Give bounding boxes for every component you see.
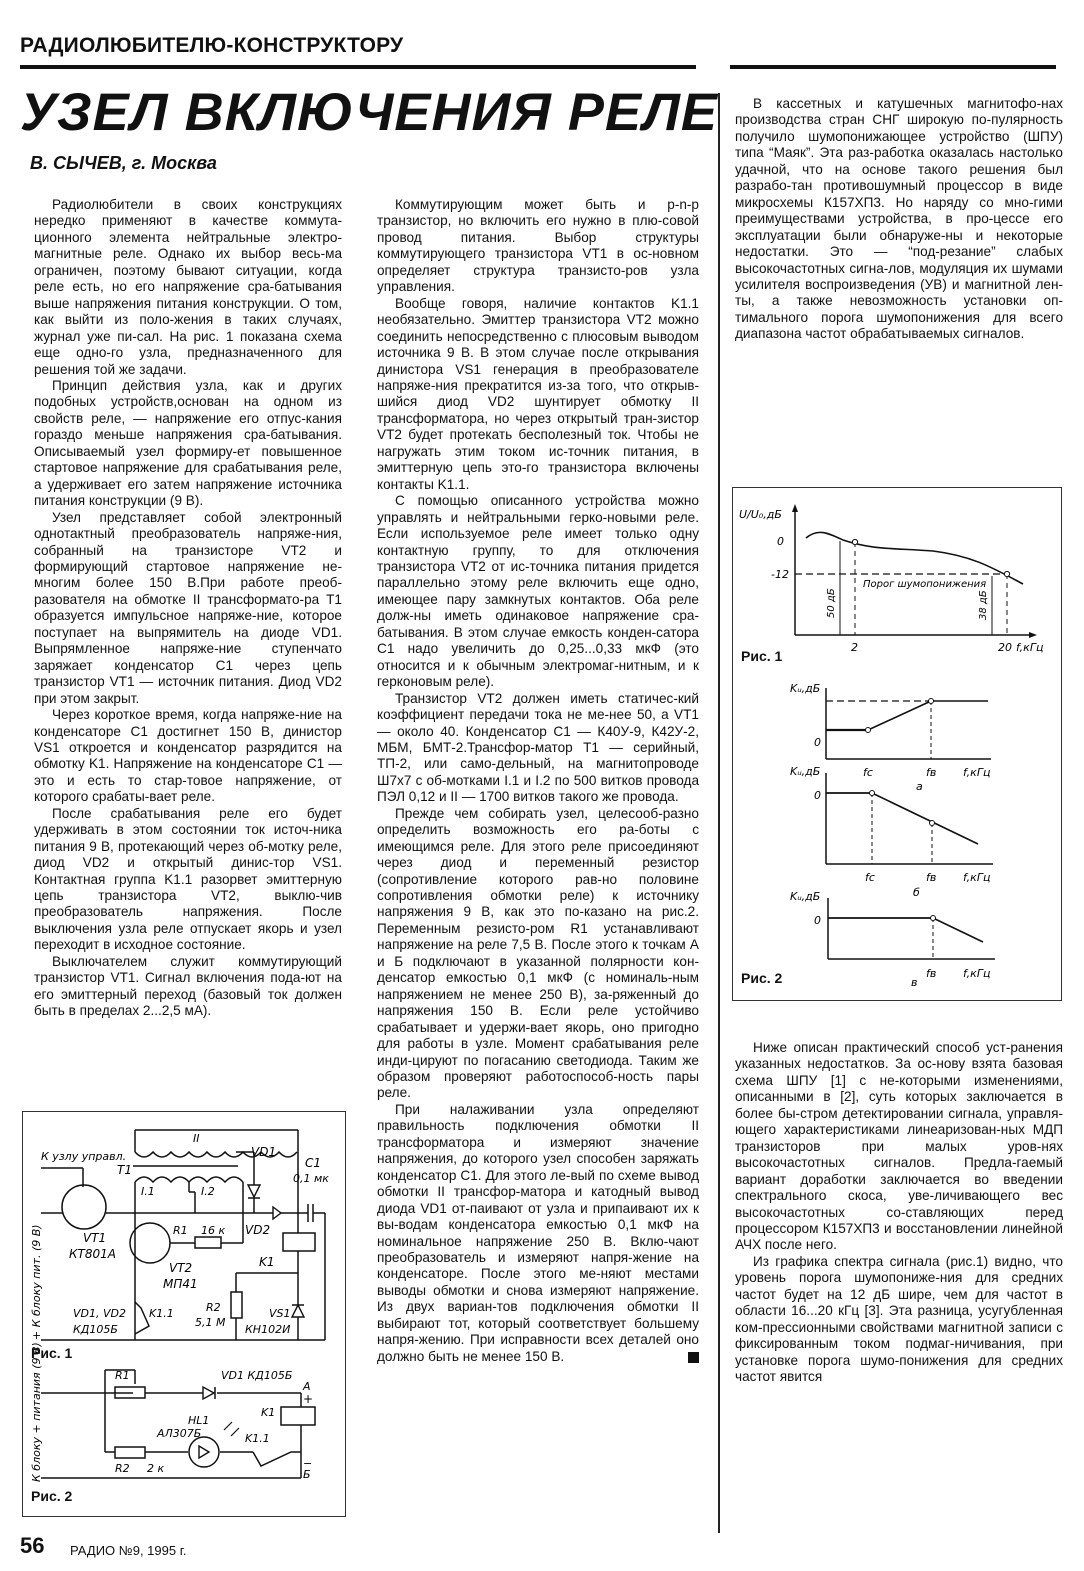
r1-resistor-icon [195,1237,221,1248]
panel-a-xlabel: f,кГц [963,766,991,779]
panel-a-ylabel: Kᵤ,дБ [790,682,821,695]
k1-label: K1 [259,1255,275,1269]
point-b-minus: − [303,1457,313,1470]
point-a-label: А [303,1380,311,1393]
k1-label-2: K1 [261,1406,276,1419]
schematic2-figure-label: Рис. 2 [31,1488,73,1504]
paragraph: Вообще говоря, наличие контактов K1.1 необязательно. Эмиттер транзистора VT2 можно соединить непосредственно с плюсовым выводом источника 9 В. В этом случае после открывания динистора VS1 генерация в преобразователе напряже-ния прекратится из-за того, что открыв-шийся диод VD2 шунтирует обмотку II трансформатора, но через открытый тран-зистор VT2 будет протекать бесполезный ток. Чтобы не нагружать этим током ис-точник питания, в эмиттерную цепь это-го транзистора включены контакты K1.1. [377,295,699,492]
k11-label-2: K1.1 [245,1432,270,1445]
point-2khz [852,539,857,544]
vt1-transistor-icon [62,1185,106,1229]
panel-c-ylabel: Kᵤ,дБ [790,890,821,903]
vd1-label: VD1 [251,1145,277,1159]
r2-resistor-icon-2 [115,1447,145,1458]
magazine-issue: РАДИО №9, 1995 г. [70,1543,187,1558]
paragraph: Коммутирующим может быть и p-n-p транзистор, но включить его нужно в плю-совой провод питания. Выбор структуры коммутирующего транзистора VT1 в ос-новном определяет структура транзисто-ров узла управления. [377,197,699,295]
k11-label: K1.1 [149,1307,174,1320]
control-input-label: К узлу управл. [41,1150,127,1163]
paragraph: Ниже описан практический способ уст-ранения указанных недостатков. За ос-нову взята базовая схема ШПУ [1] с не-которыми изменениями, описанными в [2], суть которых заключается в более бы-стром детектировании сигнала, управля-ющего характеристиками линеаризован-ных МДП транзисторов при малых уров-нях высокочастотных сигналов. Предла-гаемый вариант доработки заключается во введении спектрального скоса, уве-личивающего вес высокочастотных со-ставляющих перед процессором К157ХП3 и восстановлении линейной АЧХ после него. [735,1040,1063,1253]
response-charts [733,668,1061,1000]
paragraph-text: При налаживании узла определяют правильность подключения обмотки II трансформатора и измеряют значение напряжения, до которого узел способен заряжать конденсатор C1. Для этого ле-вый по схеме вывод обмотки II трансфор-матора и катодный вывод диода VD1 от-паивают от узла и припаивают их к вы-водам конденсатора емкостью 0,1 мкФ на номинальное напряжение 250 В. Вклю-чают преобразователь и измеряют напря-жение на конденсаторе. После этого ме-няют местами выводы обмотки и снова измеряют напряжение. Из двух вариан-тов подключения обмотки II выбирают тот, который соответствует большему напря-жению. При исправности всех деталей оно должно быть не менее 150 В. [377,1101,699,1364]
k1-relay-icon [283,1233,315,1251]
figure-response-box [732,668,1062,1001]
figure-label: Рис. 1 [741,648,783,664]
panel-c-xlabel: f,кГц [963,967,991,980]
paragraph: Транзистор VT2 должен иметь статичес-кий коэффициент передачи тока не ме-нее 50, а VT1 — около 40. Конденсатор C1 — К40У-9, К42У-2, МБМ, БМТ-2.Трансфор-матор T1 — серийный, ТП-2, или само-дельный, на магнитопроводе Ш7х7 с об-мотками I.1 и I.2 по 500 витков провода ПЭЛ 0,12 и II — 1700 витков такого же провода. [377,690,699,805]
figure-spectrum-box [732,487,1062,672]
r1-label: R1 [173,1224,188,1237]
vd1-diode-icon [248,1185,260,1197]
dim-label-right: 38 дБ [978,590,989,620]
k1-relay-icon-2 [281,1407,315,1425]
r2-label-2: R2 [115,1462,130,1475]
paragraph: Узел представляет собой электронный однотактный преобразователь напряже-ния, собранный на транзисторе VT2 и формирующий стартовое напряжение не-многим более 150 В.При работе преоб-разователя на обмотке II трансформато-ра T1 образуется импульсное напряже-ние, которое поступает на выпрямитель на диоде VD1. Выпрямленное напряже-ние ступенчато заряжает конденсатор C1 через цепь транзистор VT1 — источник питания. Диод VD2 при этом закрыт. [34,509,342,706]
paragraph: С помощью описанного устройства можно управлять и нейтральными герко-новыми реле. Если используемое реле имеет только одну контактную группу, то для отключения транзистора VT2 от ис-точника питания придется параллельно этому реле включить еще одно, имеющее пару замкнутых контактов. Оба реле долж-ны иметь одинаковое напряжение сра-батывания. В этом случае емкость конден-сатора C1 надо увеличить до 0,25...0,33 мкФ (это относится и к обычным электромаг-нитным, и к герконовым реле). [377,493,699,690]
x-tick-20: 20 [998,641,1012,654]
paragraph: Принцип действия узла, как и других подобных устройств,основан на одном из свойств реле, — напряжение его отпус-кания гораздо меньше напряжения сра-батывания. Описываемый узел формиру-ет повышенное стартовое напряжение для срабатывания реле, а удерживает его затем напряжение источника питания конструкции (9 В). [34,377,342,509]
r2-label: R2 [206,1301,221,1314]
vt2-label: VT2 [169,1261,193,1275]
panel-b-xlabel: f,кГц [963,871,991,884]
panel-c-fv: fв [926,967,937,980]
figure-label: Рис. 2 [741,970,783,986]
y-axis-label: U/U₀,дБ [739,508,782,521]
article-column-middle [377,197,699,1365]
paragraph: Прежде чем собирать узел, целесооб-разно определить возможность его ра-боты с имеющимся реле. Для этого реле присоединяют через диод и переменный резистор (сопротивление которого рав-но половине сопротивления обмотки реле) к источнику напряжения 9 В, как это по-казано на рис.2. Переменным резисто-ром R1 устанавливают напряжение на реле 7,5 В. После этого к точкам А и Б подключают в указанной полярности кон-денсатор емкостью 0,1 мкФ (с номиналь-ным напряжением не менее 250 В), за-ряженный до напряжения 150 В. Если реле устойчиво срабатывает и удержи-вает якорь, оно пригодно для работы в узле. Момент срабатывания реле инди-цируют по погасанию светодиода. Таким же образом проверяют работоспособ-ность пары реле. [377,805,699,1101]
hl1-label: HL1 [188,1414,210,1427]
winding2-label: II [193,1132,200,1145]
panel-b-ylabel: Kᵤ,дБ [790,765,821,778]
vd1-diode-icon-2 [203,1387,214,1399]
panel-b-sublabel: б [913,886,920,899]
panel-b-fv: fв [926,871,937,884]
paragraph: После срабатывания реле его будет удерживать в этом состоянии ток источ-ника питания 9 В, протекающий через об-мотку реле, диод VD2 и открытый динис-тор VS1. Контактная группа K1.1 разорвет эмиттерную цепь транзистора VT2, выклю-чив преобразователь напряжения. После выключения узла реле отпускает якорь и узел переходит в исходное состояние. [34,805,342,953]
panel-a-fv: fв [926,766,937,779]
diodes-label: VD1, VD2 [73,1307,126,1320]
vt1-type: КТ801А [69,1247,116,1261]
r1-value: 16 к [201,1224,226,1237]
header-rule-right [730,65,1056,69]
paragraph: Выключателем служит коммутирующий транзистор VT1. Сигнал включения пода-ют на его эмиттерный переход (базовый ток должен быть в пределах 2...2,5 мА). [34,953,342,1019]
point-20khz [1004,571,1009,576]
w11-label: I.1 [141,1185,155,1198]
article-column-left [34,197,342,1020]
c1-value: 0,1 мк [293,1172,329,1185]
schematic2-wires [41,1370,315,1478]
w12-label: I.2 [201,1185,215,1198]
vs1-type: КН102И [245,1323,291,1336]
paragraph: В кассетных и катушечных магнитофо-нах производства стран СНГ широкую по-пулярность получило шумопонижающее устройство (ШПУ) типа “Маяк”. Эта раз-работка оказалась настолько удачной, что на основе такого решения был разрабо-тан противошумный процессор в виде микросхемы К157ХП3. Но наряду со мно-гими преимуществами устройства, в про-цессе его эксплуатации были обнаруже-ны и некоторые недостатки. Это — “под-резание” слабых высокочастотных сигна-лов, модуляция их шумами усилителя воспроизведения (УВ) и магнитной лен-ты, а также невозможность установки оп-тимального порога шумопонижения для всего диапазона частот обрабатываемых сигналов. [735,96,1063,342]
vt1-label: VT1 [83,1231,107,1245]
paragraph: Через короткое время, когда напряже-ние на конденсаторе C1 достигнет 150 В, динистор VS1 откроется и конденсатор разрядится на обмотку K1. Напряжение на конденсаторе C1 — это и есть то стар-товое напряжение, от которого срабаты-вает реле. [34,707,342,805]
panel-c-zero: 0 [814,914,821,927]
schematic-box [22,1111,346,1517]
panel-a-fc: fс [863,766,873,779]
x-tick-2: 2 [851,641,858,654]
vs1-dinistor-icon [292,1305,304,1317]
paragraph: Радиолюбители в своих конструкциях нередко применяют в качестве коммута-ционного элемента нейтральные электро-магнитные реле. Однако их выбор весь-ма ограничен, поэтому бывают ситуации, когда реле есть, но его напряжение сра-батывания выше напряжения питания конструкции. О том, как выйти из поло-жения в таких случаях, журнал уже пи-сал. На рис. 1 показана схема еще одно-го узла, предназначенного для решения той же задачи. [34,197,342,377]
panel-c [790,890,995,989]
end-of-article-mark [688,1352,699,1363]
power-input-label: + К блоку пит. (9 В) [30,1224,43,1340]
vd2-diode-icon [273,1207,281,1219]
schematic1-figure-label: Рис. 1 [31,1345,73,1361]
r1-pot-label: R1 [115,1369,130,1382]
c1-label: C1 [305,1156,322,1170]
point-b-label: Б [303,1468,311,1481]
led-light-arrow-icon [224,1422,232,1430]
diodes-type: КД105Б [73,1323,118,1336]
panel-a-zero: 0 [814,736,821,749]
panel-a-rise [868,701,931,730]
y-tick-minus12: -12 [771,568,789,581]
threshold-annotation: Порог шумопонижения [863,579,987,590]
y-axis-arrow [792,504,798,512]
header-rule-left [20,65,696,69]
panel-c-sublabel: в [911,976,918,989]
column-divider [718,93,720,1533]
vd1-kd105b-label: VD1 КД105Б [221,1369,293,1382]
panel-b [790,765,993,899]
r2-value: 5,1 М [195,1316,226,1329]
article-column-right-bottom [735,1040,1063,1386]
spectrum-curve [806,532,1023,584]
schematic-drawings [23,1112,345,1516]
point-a-plus: + [303,1392,314,1406]
panel-b-zero: 0 [814,789,821,802]
paragraph-last [377,1102,699,1365]
panel-a-sublabel: а [916,780,923,793]
r2-value-2: 2 к [147,1462,165,1475]
t1-label: T1 [117,1163,132,1177]
r2-resistor-icon [231,1292,242,1318]
vd2-label: VD2 [245,1223,271,1237]
vs1-label: VS1 [269,1307,291,1320]
section-rubric: РАДИОЛЮБИТЕЛЮ-КОНСТРУКТОРУ [20,34,404,57]
x-axis-arrow [1029,632,1037,638]
article-author: В. СЫЧЕВ, г. Москва [30,153,217,173]
panel-b-fc: fс [865,871,875,884]
hl1-type: АЛ307Б [157,1427,202,1440]
dim-label-left: 50 дБ [826,588,837,618]
spectrum-chart [733,488,1061,671]
vt2-type: МП41 [163,1277,198,1291]
paragraph: Из графика спектра сигнала (рис.1) видно, что уровень порога шумопониже-ния для средних частот будет на 12 дБ шире, чем для частот в области 16...20 кГц [3]. Эта разница, усугубленная ком-прессионными свойствами магнитной записи с фиксированным током подмаг-ничивания, при установке порога шумо-понижения для средних частот явится [735,1253,1063,1385]
x-axis-label: f,кГц [1016,641,1044,654]
article-title: УЗЕЛ ВКЛЮЧЕНИЯ РЕЛЕ [20,83,718,142]
vt2-transistor-icon [130,1223,170,1263]
page-number: 56 [20,1533,45,1558]
article-column-right-top [735,96,1063,343]
y-tick-0: 0 [777,535,784,548]
power-input-label-2: К блоку + питания (9 В) [30,1342,43,1482]
